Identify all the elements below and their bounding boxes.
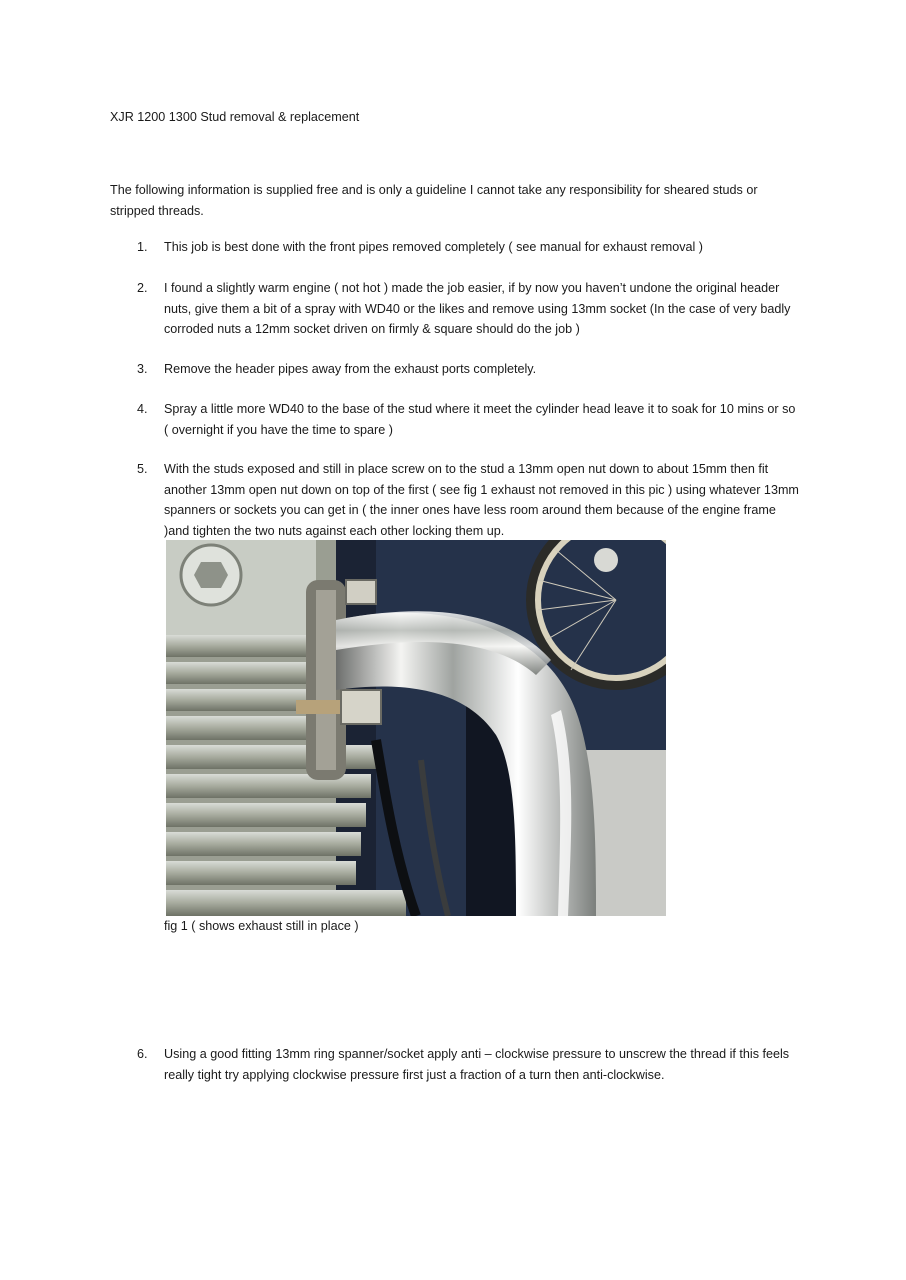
step-number: 5. (137, 462, 148, 476)
step-number: 2. (137, 281, 148, 295)
step-text: With the studs exposed and still in place screw on to the stud a 13mm open nut down to about 15mm then fit another 13mm open nut down on top of the first ( see fig 1 exhaust not removed in this pic ) using whatever 13mm spanners or sockets you can get in ( the inner ones have less room around them because of the engine frame )and tighten the two nuts against each other locking them up. (164, 462, 799, 538)
exhaust-stud-photo (166, 540, 666, 916)
document-title: XJR 1200 1300 Stud removal & replacement (110, 110, 360, 124)
step-text: This job is best done with the front pipes removed completely ( see manual for exhaust removal ) (164, 240, 703, 254)
step-text: Remove the header pipes away from the exhaust ports completely. (164, 362, 537, 376)
step-text: I found a slightly warm engine ( not hot ) made the job easier, if by now you haven’t undone the original header nuts, give them a bit of a spray with WD40 or the likes and remove using 13mm socket (In the case of very badly corroded nuts a 12mm socket driven on firmly & square should do the job ) (164, 281, 791, 336)
step-text: Using a good fitting 13mm ring spanner/socket apply anti – clockwise pressure to unscrew the thread if this feels really tight try applying clockwise pressure first just a fraction of a turn then anti-clockwise. (164, 1047, 790, 1082)
exhaust-stud-photo-illustration (166, 540, 666, 916)
step-number: 6. (137, 1047, 148, 1061)
step-text: Spray a little more WD40 to the base of the stud where it meet the cylinder head leave it to soak for 10 mins or so ( overnight if you have the time to spare ) (164, 402, 796, 437)
step-number: 4. (137, 402, 148, 416)
intro-paragraph: The following information is supplied free and is only a guideline I cannot take any responsibility for sheared studs or stripped threads. (110, 183, 758, 218)
step-number: 1. (137, 240, 148, 254)
step-number: 3. (137, 362, 148, 376)
figure-caption: fig 1 ( shows exhaust still in place ) (164, 919, 359, 933)
